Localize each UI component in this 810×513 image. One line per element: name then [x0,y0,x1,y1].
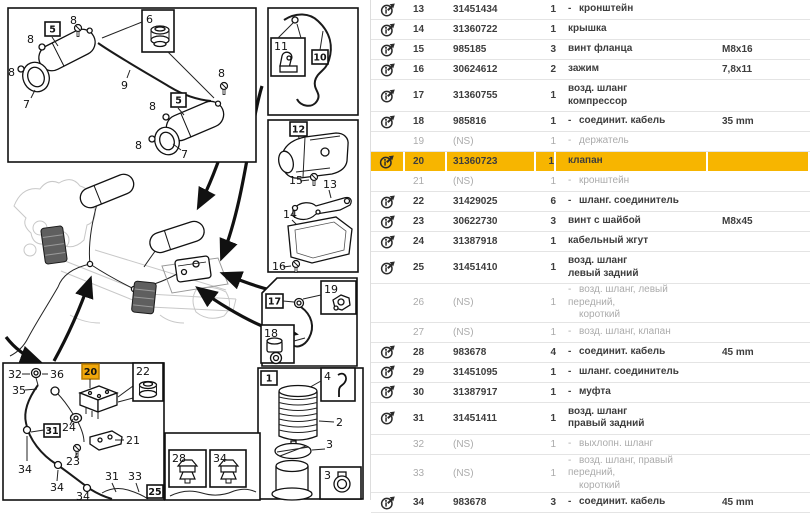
callout-5-boxed[interactable] [45,22,60,36]
note: 45 mm [722,497,754,508]
table-row[interactable] [371,60,810,80]
item-number: 27 [413,326,425,338]
note: 7,8x11 [722,64,753,75]
part-number: 31360722 [453,24,498,35]
callout-14[interactable]: 14 [283,208,297,221]
info-icon [380,3,396,17]
info-icon [380,23,396,37]
sub-item-dash: - [568,284,572,295]
svg-text:5: 5 [49,24,56,36]
quantity: 1 [550,236,556,247]
description: крышка [568,23,607,35]
note: 45 mm [722,346,754,358]
diagram-pane [0,0,370,503]
info-icon [380,385,396,399]
quantity: 1 [550,90,556,101]
callout-8[interactable]: 8 [27,33,34,46]
description-line2: компрессор [568,95,628,107]
item-number: 23 [413,216,425,227]
info-link[interactable] [371,343,405,362]
description: - возд. шланг, левый передний, короткий [568,284,668,320]
callout-34[interactable]: 34 [76,490,90,503]
note [708,284,810,322]
info-icon [380,496,396,510]
reservoir-in-chassis [77,171,136,211]
note [708,0,810,19]
info-icon [380,215,396,229]
callout-19[interactable]: 19 [324,283,338,296]
info-link[interactable] [371,112,405,131]
detail-box-reservoirs [8,8,256,162]
detail-box-valve [3,363,164,503]
quantity: 4 [550,346,556,358]
quantity: 3 [550,216,556,227]
detail-box-connectors [165,433,260,500]
quantity: 1 [550,4,556,15]
callout-35[interactable]: 35 [12,384,26,397]
info-link[interactable] [371,20,405,39]
description-line2: правый задний [568,418,645,429]
info-link[interactable] [371,0,405,19]
quantity: 1 [550,386,556,398]
air-spring-in-chassis [131,281,156,314]
note [708,455,810,493]
callout-22[interactable]: 22 [136,365,150,378]
quantity: 1 [550,412,556,424]
part-number: 985816 [453,116,487,127]
part-number: (NS) [453,438,474,450]
table-row[interactable] [371,435,810,455]
quantity: 1 [550,176,556,187]
callout-8[interactable]: 8 [8,66,15,79]
info-link[interactable] [371,455,405,493]
part-number: 31360723 [447,152,536,171]
description: винт фланца [568,43,633,55]
callout-32[interactable]: 32 [8,368,22,381]
callout-17-boxed[interactable] [266,294,283,308]
piston-drawing [272,461,312,501]
info-icon [380,235,396,249]
quantity: 6 [550,196,556,207]
note [708,172,810,191]
description: - соединит. кабель [568,496,666,508]
item-number: 30 [413,386,425,398]
note [708,152,810,171]
quantity: 1 [550,326,556,338]
svg-text:10: 10 [313,52,327,64]
note [708,435,810,454]
description: - кронштейн [568,175,630,187]
item-number: 32 [413,438,425,450]
quantity: 1 [550,438,556,450]
sub-item-dash: - [568,496,572,508]
sub-item-dash: - [568,345,572,357]
callout-8[interactable]: 8 [70,14,77,27]
info-link[interactable] [371,60,405,79]
info-icon [380,411,396,425]
callout-31[interactable]: 31 [105,470,119,483]
part-number: 31451434 [453,4,498,15]
item-number: 28 [413,346,425,358]
note [708,323,810,342]
description: - держатель [568,135,629,147]
part-number: 31387918 [453,236,498,247]
callout-13[interactable]: 13 [323,178,337,191]
svg-text:17: 17 [267,296,282,308]
sub-item-dash: - [568,195,572,207]
quantity: 1 [550,24,556,35]
item-number: 13 [413,4,425,15]
info-link[interactable] [371,232,405,251]
note: M8x16 [722,44,753,55]
svg-text:1: 1 [265,373,273,385]
description: - шланг. соединитель [568,365,679,377]
quantity: 3 [550,44,556,55]
info-link[interactable] [371,172,405,191]
sub-item-dash: - [568,175,572,187]
info-link[interactable] [371,80,405,111]
callout-20-highlighted[interactable] [82,364,99,379]
callout-12-boxed[interactable] [290,122,307,136]
info-icon [379,155,395,169]
info-link[interactable] [371,383,405,402]
part-number: 31451095 [453,366,498,378]
table-row[interactable] [371,252,810,284]
sub-item-dash: - [568,3,572,15]
quantity: 1 [550,467,556,479]
table-row[interactable] [371,212,810,232]
callout-25-boxed[interactable] [147,485,163,498]
reservoir-in-chassis [147,219,206,255]
description: - соединит. кабель [568,345,666,357]
item-number: 17 [413,90,425,101]
callout-5-boxed[interactable] [171,93,186,107]
table-row[interactable] [371,112,810,132]
note: M8x45 [722,216,753,227]
detail-box-hose-upper [268,8,358,115]
info-link[interactable] [371,40,405,59]
note [708,20,810,39]
part-number: (NS) [453,467,474,479]
info-icon [380,115,396,129]
part-number: 31360755 [453,90,498,101]
callout-21[interactable]: 21 [126,434,140,447]
info-link[interactable] [371,435,405,454]
sub-item-dash: - [568,385,572,397]
detail-box-solenoid [261,278,357,366]
callout-18[interactable]: 18 [264,327,278,340]
detail-box-compressor [268,120,358,273]
table-row[interactable] [371,40,810,60]
part-number: (NS) [453,326,474,338]
quantity: 1 [550,366,556,378]
callout-34[interactable]: 34 [50,481,64,494]
item-number: 18 [413,116,425,127]
note [708,192,810,211]
note: 35 mm [722,116,754,127]
description-line2: левый задний [568,267,639,279]
part-number: 31451411 [453,412,497,424]
svg-text:31: 31 [45,426,59,437]
info-link[interactable] [371,323,405,342]
part-number: 31387917 [453,386,498,398]
callout-7[interactable]: 7 [181,148,188,161]
info-link[interactable] [371,132,405,151]
table-row[interactable] [371,343,810,363]
item-number: 20 [405,152,447,171]
info-link[interactable] [371,192,405,211]
info-link[interactable] [371,363,405,382]
quantity: 1 [550,297,556,309]
quantity: 1 [550,136,556,147]
description: - возд. шланг, правый передний, короткий [568,454,673,491]
info-link[interactable] [371,152,405,171]
description: - кронштейн [568,3,634,15]
part-number: 983678 [453,346,487,358]
part-number: 30624612 [453,64,498,75]
svg-text:20: 20 [83,367,98,378]
description: кабельный жгут [568,235,649,247]
quantity: 1 [550,262,556,273]
item-number: 26 [413,297,425,309]
table-row[interactable] [371,232,810,252]
sub-item-dash: - [568,135,572,147]
callout-10-boxed[interactable] [312,50,328,64]
item-number: 31 [413,412,425,424]
table-row[interactable] [371,455,810,494]
info-icon [380,261,396,275]
callout-7[interactable]: 7 [23,98,30,111]
item-number: 15 [413,44,425,55]
description: - возд. шланг, клапан [568,325,671,337]
description: - муфта [568,385,611,397]
callout-8[interactable]: 8 [218,67,225,80]
description-line2: короткий [579,479,621,491]
callout-8[interactable]: 8 [135,139,142,152]
item-number: 14 [413,24,425,35]
sub-item-dash: - [568,437,572,449]
callout-11[interactable]: 11 [274,40,288,53]
callout-3[interactable]: 3 [326,438,333,451]
sub-item-dash: - [568,325,572,337]
info-link[interactable] [371,284,405,322]
item-number: 29 [413,366,425,378]
item-number: 22 [413,196,425,207]
table-row[interactable] [371,363,810,383]
note [708,80,810,111]
info-icon [380,195,396,209]
quantity: 3 [550,497,556,508]
item-number: 19 [413,136,425,147]
description-line2: короткий [579,309,621,320]
callout-9[interactable]: 9 [121,79,128,92]
quantity: 1 [536,152,556,171]
cover-drawing [288,217,352,263]
air-spring-in-chassis [41,226,68,265]
info-icon [380,89,396,103]
table-row[interactable] [371,132,810,152]
description: возд. шланг левый задний [568,255,639,279]
item-number: 34 [413,497,425,508]
note [708,132,810,151]
info-icon [380,345,396,359]
sub-item-dash: - [568,115,572,127]
svg-text:12: 12 [291,124,306,136]
quantity: 2 [550,64,556,75]
table-row[interactable] [371,284,810,323]
info-link[interactable] [371,252,405,283]
info-link[interactable] [371,212,405,231]
quantity: 1 [550,116,556,127]
callout-2[interactable]: 2 [336,416,343,429]
part-number: (NS) [453,176,474,187]
description: - шланг. соединитель [568,195,679,207]
callout-34[interactable]: 34 [213,452,227,465]
callout-23[interactable]: 23 [66,455,80,468]
bellows-drawing [279,386,317,441]
table-row[interactable] [371,80,810,112]
description: возд. шланг правый задний [568,405,645,429]
note [708,383,810,402]
item-number: 16 [413,64,425,75]
callout-1-boxed[interactable] [261,371,277,385]
parts-table [371,0,810,513]
description: клапан [556,152,708,171]
callout-8[interactable]: 8 [149,100,156,113]
callout-28[interactable]: 28 [172,452,186,465]
svg-text:5: 5 [175,95,182,107]
table-row[interactable] [371,20,810,40]
callout-16[interactable]: 16 [272,260,286,273]
part-number: 31451410 [453,262,498,273]
item-number: 21 [413,176,425,187]
info-link[interactable] [371,493,405,512]
note [708,403,810,434]
description: винт с шайбой [568,215,641,227]
parts-diagram [0,0,370,503]
svg-text:25: 25 [148,487,162,498]
detail-box-air-spring [258,368,363,500]
item-number: 33 [413,467,425,479]
callout-15[interactable]: 15 [289,174,303,187]
part-number: 983678 [453,497,487,508]
callout-6[interactable]: 6 [146,13,153,26]
part-number: (NS) [453,136,474,147]
table-row[interactable] [371,192,810,212]
table-row[interactable] [371,323,810,343]
info-icon [380,365,396,379]
callout-34[interactable]: 34 [18,463,32,476]
part-number: 30622730 [453,216,498,227]
part-number: 31429025 [453,196,498,207]
description: - соединит. кабель [568,115,666,127]
table-row[interactable] [371,172,810,192]
callout-31-boxed[interactable] [44,424,60,437]
info-icon [380,63,396,77]
description: возд. шланг компрессор [568,83,628,107]
item-number: 24 [413,236,425,247]
item-number: 25 [413,262,425,273]
table-row[interactable] [371,152,810,172]
note [708,232,810,251]
callout-4[interactable]: 4 [324,370,331,383]
note [708,363,810,382]
callout-36[interactable]: 36 [50,368,64,381]
table-row[interactable] [371,383,810,403]
description: зажим [568,63,600,75]
sub-item-dash: - [568,454,572,466]
info-icon [380,43,396,57]
note [708,252,810,283]
table-row[interactable] [371,403,810,435]
part-number: 985185 [453,44,487,55]
parts-table-pane [370,0,810,508]
description: - выхлопн. шланг [568,437,654,449]
callout-24[interactable]: 24 [62,421,76,434]
table-row[interactable] [371,0,810,20]
callout-33[interactable]: 33 [128,470,142,483]
part-number: (NS) [453,297,474,309]
info-link[interactable] [371,403,405,434]
table-row[interactable] [371,493,810,513]
sub-item-dash: - [568,365,572,377]
callout-3[interactable]: 3 [324,469,331,482]
